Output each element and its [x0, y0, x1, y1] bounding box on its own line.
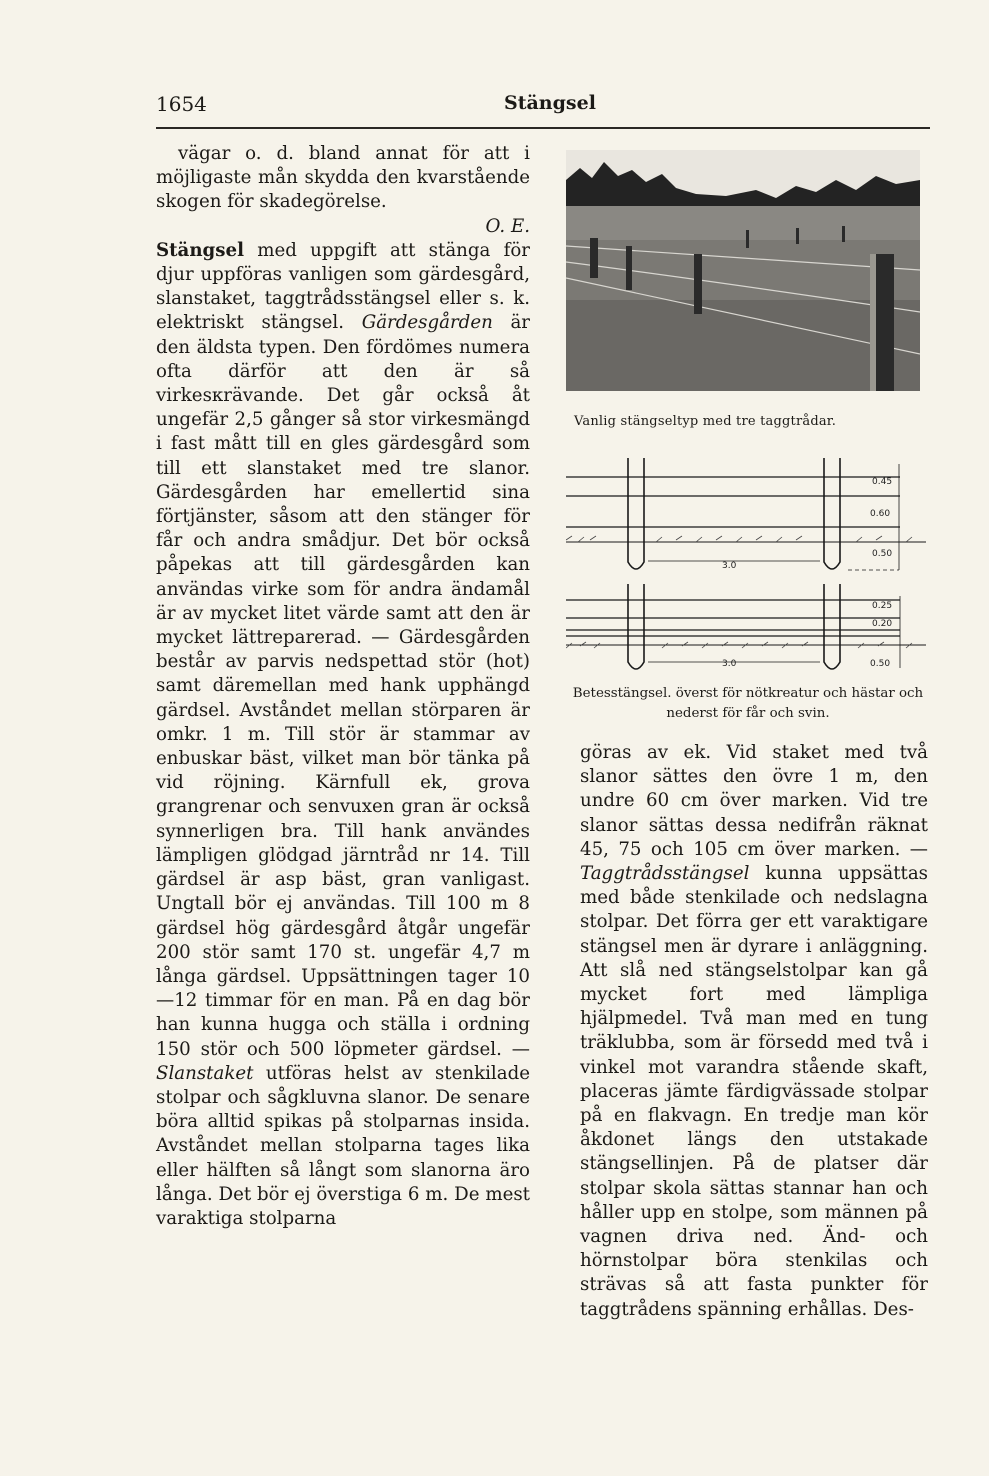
header-rule: [156, 127, 930, 129]
fence-photo: [566, 150, 920, 391]
top-spacing-label: 3.0: [722, 561, 737, 571]
bottom-height-3: 0.50: [870, 659, 891, 669]
entry-text-b: är den äldsta typen. Den fördömes numera ofta därför att den är så virkesкrävande. Det går också åt ungefär 2,5 gånger så stor virkesmängd i fast mått till en gles gärdesgård som till ett slanstaket med tre slanor. Gärdesgården har emellertid sina förtjänster, såsom att den stänger för får och andra smådjur. Det bör också påpekas att till gärdesgården kan användas virke som för andra ändamål är av mycket litet värde samt att den är mycket lättreparerad. — Gärdesgården består av parvis nedspettad stör (hot) samt däremellan med hank upphängd gärdsel. Avståndet mellan störparen är omkr. 1 m. Till stör är stammar av enbuskar bäst, vilket man bör tänka på vid röjning. Kärnfull ek, grova grangrenar och senvuxen gran är också synnerligen bra. Till hank användes lämpligen glödgad järntråd nr 14. Till gärdsel är asp bäst, gran vanligast. Ungtall bör ej användas. Till 100 m 8 gärdsel hög gärdesgård åtgår ungefär 200 stör samt 170 st. ungefär 4,7 m långa gärdsel. Uppsättningen tager 10—12 timmar för en man. På en dag bör han kunna hugga och ställa i ordning 150 stör och 500 löpmeter gärdsel. —: [156, 312, 530, 1060]
top-height-1: 0.45: [872, 477, 893, 487]
right-text-a: göras av ek. Vid staket med två slanor sättes den övre 1 m, den undre 60 cm över marken. Vid tre slanor sättas dessa nedifrån räknat 45, 75 och 105 cm över marken. —: [580, 742, 928, 860]
entry-paragraph: [156, 239, 530, 1231]
bottom-spacing-label: 3.0: [722, 659, 737, 669]
running-title: Stängsel: [504, 92, 596, 114]
right-text-b: kunna uppsättas med både stenkilade och nedslagna stolpar. Det förra ger ett varaktigare stängsel men är dyrare i anläggning. Att slå ned stängselstolpar kan gå mycket fort med lämpliga hjälpmedel. Två man med en tung träklubba, som är försedd med två i vinkel mot varandra stående skaft, placeras jämte färdigvässade stolpar på en flakvagn. En tredje man kör åkdonet längs den utstakade stängsellinjen. På de platser där stolpar skola sättas stannar han och håller upp en stolpe, som männen på vagnen driva ned. Änd- och hörnstolpar böra stenkilas och strävas så att fasta punkter för taggtrådens spänning erhållas. Des-: [580, 863, 928, 1320]
term-taggtradsstangsel: Taggtrådsstängsel: [580, 863, 750, 885]
bottom-height-2: 0.20: [872, 619, 893, 629]
author-signature: O. E.: [485, 215, 530, 237]
diagram-caption: Betesstängsel. överst för nötkreatur och hästar och nederst för får och svin.: [572, 686, 924, 721]
entry-title: Stängsel: [156, 239, 244, 261]
left-column: [156, 142, 530, 1231]
term-gardesgarden: Gärdesgården: [361, 312, 493, 334]
right-column: [580, 741, 928, 1322]
top-height-2: 0.60: [870, 509, 891, 519]
intro-text: vägar o. d. bland annat för att i möjligaste mån skydda den kvarstående skogen för skadegörelse.: [156, 143, 530, 213]
top-height-3: 0.50: [872, 549, 893, 559]
intro-paragraph: [156, 142, 530, 239]
bottom-height-1: 0.25: [872, 601, 893, 611]
term-slanstaket: Slanstaket: [156, 1062, 254, 1084]
right-paragraph: [580, 741, 928, 1322]
fence-diagram: [566, 452, 926, 682]
photo-caption: Vanlig stängseltyp med tre taggtrådar.: [574, 414, 837, 429]
page-number: 1654: [156, 92, 207, 116]
entry-text-a: med uppgift att stänga för djur uppföras vanligen som gärdesgård, slanstaket, taggtrådsstängsel eller s. k. elektriskt stängsel.: [156, 239, 530, 334]
entry-text-c: utföras helst av stenkilade stolpar och sågkluvna slanor. De senare böra alltid spikas på stolparnas insida. Avståndet mellan stolparna tages lika eller hälften så långt som slanorna äro långa. Det bör ej överstiga 6 m. De mest varaktiga stolparna: [156, 1062, 530, 1229]
